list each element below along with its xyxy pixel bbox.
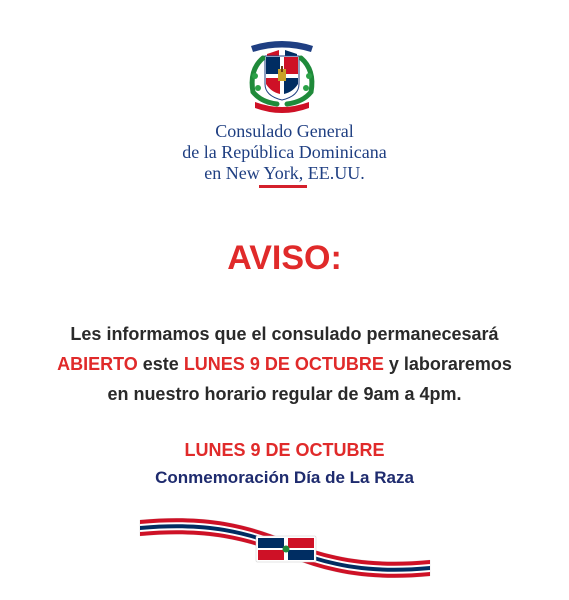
divider [259,185,307,188]
consulate-name [0,121,569,184]
consulate-name-line-3: en New York, EE.UU. [204,163,365,183]
notice-line-1: Les informamos que el consulado permanecesará [70,324,499,344]
open-word: ABIERTO [57,354,138,374]
notice-line-2 [0,349,569,379]
dominican-flag-ribbon-icon [136,514,434,582]
este-word: este [137,354,184,374]
notice-message [0,319,569,409]
consulate-name-line-2: de la República Dominicana [182,142,387,162]
dominican-coat-of-arms-icon [237,36,327,118]
holiday-date: LUNES 9 DE OCTUBRE [184,440,385,460]
notice-line-2-end: y laboraremos [383,354,512,374]
notice-date: LUNES 9 DE OCTUBRE [183,354,384,374]
notice-title: AVISO: [227,239,342,277]
consulate-name-line-1: Consulado General [215,121,354,141]
holiday-name: Conmemoración Día de La Raza [155,468,414,487]
notice-line-3: en nuestro horario regular de 9am a 4pm. [107,384,462,404]
